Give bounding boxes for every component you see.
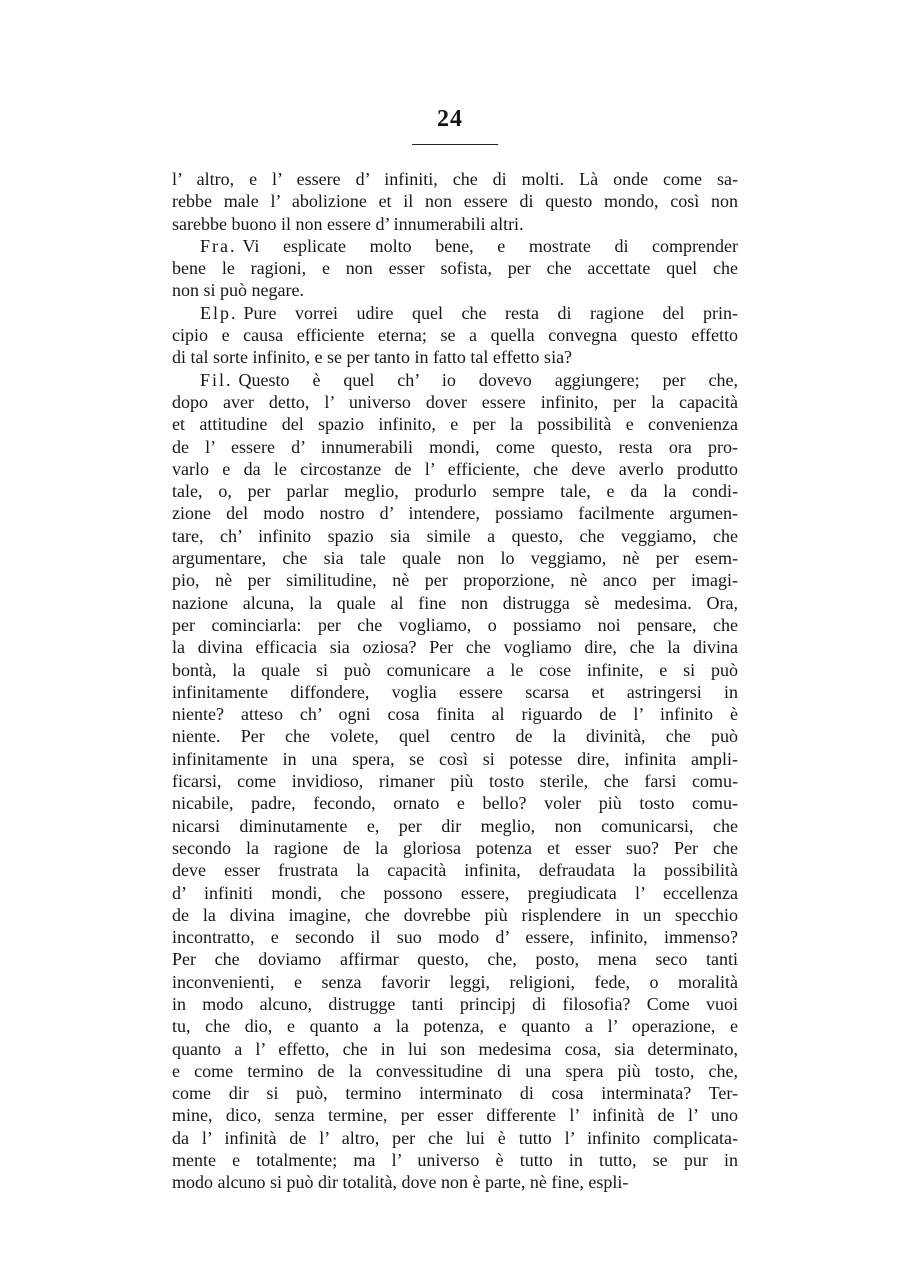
line-text: Pure vorrei udire quel che resta di ragione del prin-: [243, 302, 738, 323]
header-rule: [412, 144, 498, 145]
line-text: nazione alcuna, la quale al fine non distrugga sè medesima. Ora,: [172, 592, 738, 613]
line-text: bene le ragioni, e non esser sofista, per che accettate quel che: [172, 258, 738, 279]
text-line: [172, 636, 738, 658]
line-text: deve esser frustrata la capacità infinita, defraudata la possibilità: [172, 860, 738, 881]
text-line: [172, 436, 738, 458]
line-text: non si può negare.: [172, 280, 304, 301]
text-line: [172, 703, 738, 725]
line-text: tare, ch’ infinito spazio sia simile a questo, che veggiamo, che: [172, 525, 738, 546]
line-text: tale, o, per parlar meglio, produrlo sempre tale, e da la condi-: [172, 481, 738, 502]
text-line: [172, 1127, 738, 1149]
text-line: [172, 904, 738, 926]
page-number: 24: [437, 106, 463, 132]
line-text: et attitudine del spazio infinito, e per la possibilità e convenienza: [172, 414, 738, 435]
text-line: [172, 413, 738, 435]
text-line: [172, 525, 738, 547]
text-line: [172, 458, 738, 480]
line-text: argumentare, che sia tale quale non lo veggiamo, nè per esem-: [172, 548, 738, 569]
line-text: l’ altro, e l’ essere d’ infiniti, che di molti. Là onde come sa-: [172, 169, 738, 189]
line-text: come dir si può, termino interminato di cosa interminata? Ter-: [172, 1083, 738, 1104]
line-text: modo alcuno si può dir totalità, dove non è parte, nè fine, espli-: [172, 1172, 629, 1193]
text-line: [172, 547, 738, 569]
line-text: rebbe male l’ abolizione et il non essere di questo mondo, così non: [172, 191, 738, 212]
text-line: [172, 569, 738, 591]
line-text: infinitamente diffondere, voglia essere scarsa et astringersi in: [172, 681, 738, 702]
line-text: inconvenienti, e senza favorir leggi, religioni, fede, o moralità: [172, 971, 738, 992]
text-line: [172, 725, 738, 747]
line-text: tu, che dio, e quanto a la potenza, e quanto a l’ operazione, e: [172, 1016, 738, 1037]
line-text: sarebbe buono il non essere d’ innumerabili altri.: [172, 213, 524, 234]
text-line: [172, 659, 738, 681]
text-line: [172, 480, 738, 502]
line-text: secondo la ragione de la gloriosa potenza et esser suo? Per che: [172, 837, 738, 858]
line-text: Per che doviamo affirmar questo, che, posto, mena seco tanti: [172, 949, 738, 970]
line-text: Questo è quel ch’ io dovevo aggiungere; per che,: [238, 369, 738, 390]
line-text: ficarsi, come invidioso, rimaner più tosto sterile, che farsi comu-: [172, 771, 738, 792]
text-line: [172, 168, 738, 190]
line-text: bontà, la quale si può comunicare a le cose infinite, e si può: [172, 659, 738, 680]
text-line: [172, 391, 738, 413]
text-line: [172, 1149, 738, 1171]
text-line: [172, 279, 738, 301]
line-text: dopo aver detto, l’ universo dover essere infinito, per la capacità: [172, 391, 738, 412]
line-text: mine, dico, senza termine, per esser differente l’ infinità de l’ uno: [172, 1105, 738, 1126]
text-line: [172, 502, 738, 524]
line-text: varlo e da le circostanze de l’ efficiente, che deve averlo produtto: [172, 458, 738, 479]
paragraph: [172, 369, 738, 1194]
line-text: la divina efficacia sia oziosa? Per che vogliamo dire, che la divina: [172, 637, 738, 658]
line-text: cipio e causa efficiente eterna; se a quella convegna questo effetto: [172, 325, 738, 346]
text-line: [172, 770, 738, 792]
text-line: [172, 369, 738, 391]
text-line: [172, 748, 738, 770]
text-line: [172, 592, 738, 614]
speaker-label: Fra.: [200, 235, 237, 256]
text-line: [172, 1171, 738, 1193]
text-line: [172, 859, 738, 881]
line-text: infinitamente in una spera, se così si potesse dire, infinita ampli-: [172, 748, 738, 769]
text-line: [172, 190, 738, 212]
text-line: [172, 1060, 738, 1082]
text-line: [172, 1015, 738, 1037]
line-text: niente. Per che volete, quel centro de la divinità, che può: [172, 726, 738, 747]
paragraph: [172, 302, 738, 369]
line-text: nicabile, padre, fecondo, ornato e bello? voler più tosto comu-: [172, 793, 738, 814]
body-text: [172, 168, 738, 1194]
text-line: [172, 882, 738, 904]
text-line: [172, 302, 738, 324]
line-text: pio, nè per similitudine, nè per proporzione, nè anco per imagi-: [172, 570, 738, 591]
line-text: in modo alcuno, distrugge tanti principj di filosofia? Come vuoi: [172, 993, 738, 1014]
line-text: niente? atteso ch’ ogni cosa finita al riguardo de l’ infinito è: [172, 704, 738, 725]
text-line: [172, 235, 738, 257]
text-line: [172, 1038, 738, 1060]
text-line: [172, 792, 738, 814]
text-line: [172, 257, 738, 279]
line-text: di tal sorte infinito, e se per tanto in fatto tal effetto sia?: [172, 347, 573, 368]
line-text: da l’ infinità de l’ altro, per che lui è tutto l’ infinito complicata-: [172, 1127, 738, 1148]
line-text: Vi esplicate molto bene, e mostrate di comprender: [242, 235, 738, 256]
line-text: mente e totalmente; ma l’ universo è tutto in tutto, se pur in: [172, 1150, 738, 1171]
line-text: per cominciarla: per che vogliamo, o possiamo noi pensare, che: [172, 614, 738, 635]
text-line: [172, 948, 738, 970]
text-line: [172, 837, 738, 859]
text-line: [172, 926, 738, 948]
paragraph: [172, 235, 738, 302]
text-line: [172, 346, 738, 368]
text-line: [172, 213, 738, 235]
line-text: incontratto, e secondo il suo modo d’ essere, infinito, immenso?: [172, 927, 738, 948]
line-text: zione del modo nostro d’ intendere, possiamo facilmente argumen-: [172, 503, 738, 524]
line-text: de l’ essere d’ innumerabili mondi, come questo, resta ora pro-: [172, 436, 738, 457]
line-text: e come termino de la convessitudine di una spera più tosto, che,: [172, 1060, 738, 1081]
text-line: [172, 1104, 738, 1126]
line-text: de la divina imagine, che dovrebbe più risplendere in un specchio: [172, 904, 738, 925]
text-line: [172, 324, 738, 346]
line-text: quanto a l’ effetto, che in lui son medesima cosa, sia determinato,: [172, 1038, 738, 1059]
text-line: [172, 614, 738, 636]
text-line: [172, 681, 738, 703]
paragraph: [172, 168, 738, 235]
text-line: [172, 815, 738, 837]
speaker-label: Elp.: [200, 302, 238, 323]
text-line: [172, 993, 738, 1015]
text-line: [172, 971, 738, 993]
speaker-label: Fil.: [200, 369, 233, 390]
text-line: [172, 1082, 738, 1104]
line-text: nicarsi diminutamente e, per dir meglio, non comunicarsi, che: [172, 815, 738, 836]
line-text: d’ infiniti mondi, che possono essere, pregiudicata l’ eccellenza: [172, 882, 738, 903]
